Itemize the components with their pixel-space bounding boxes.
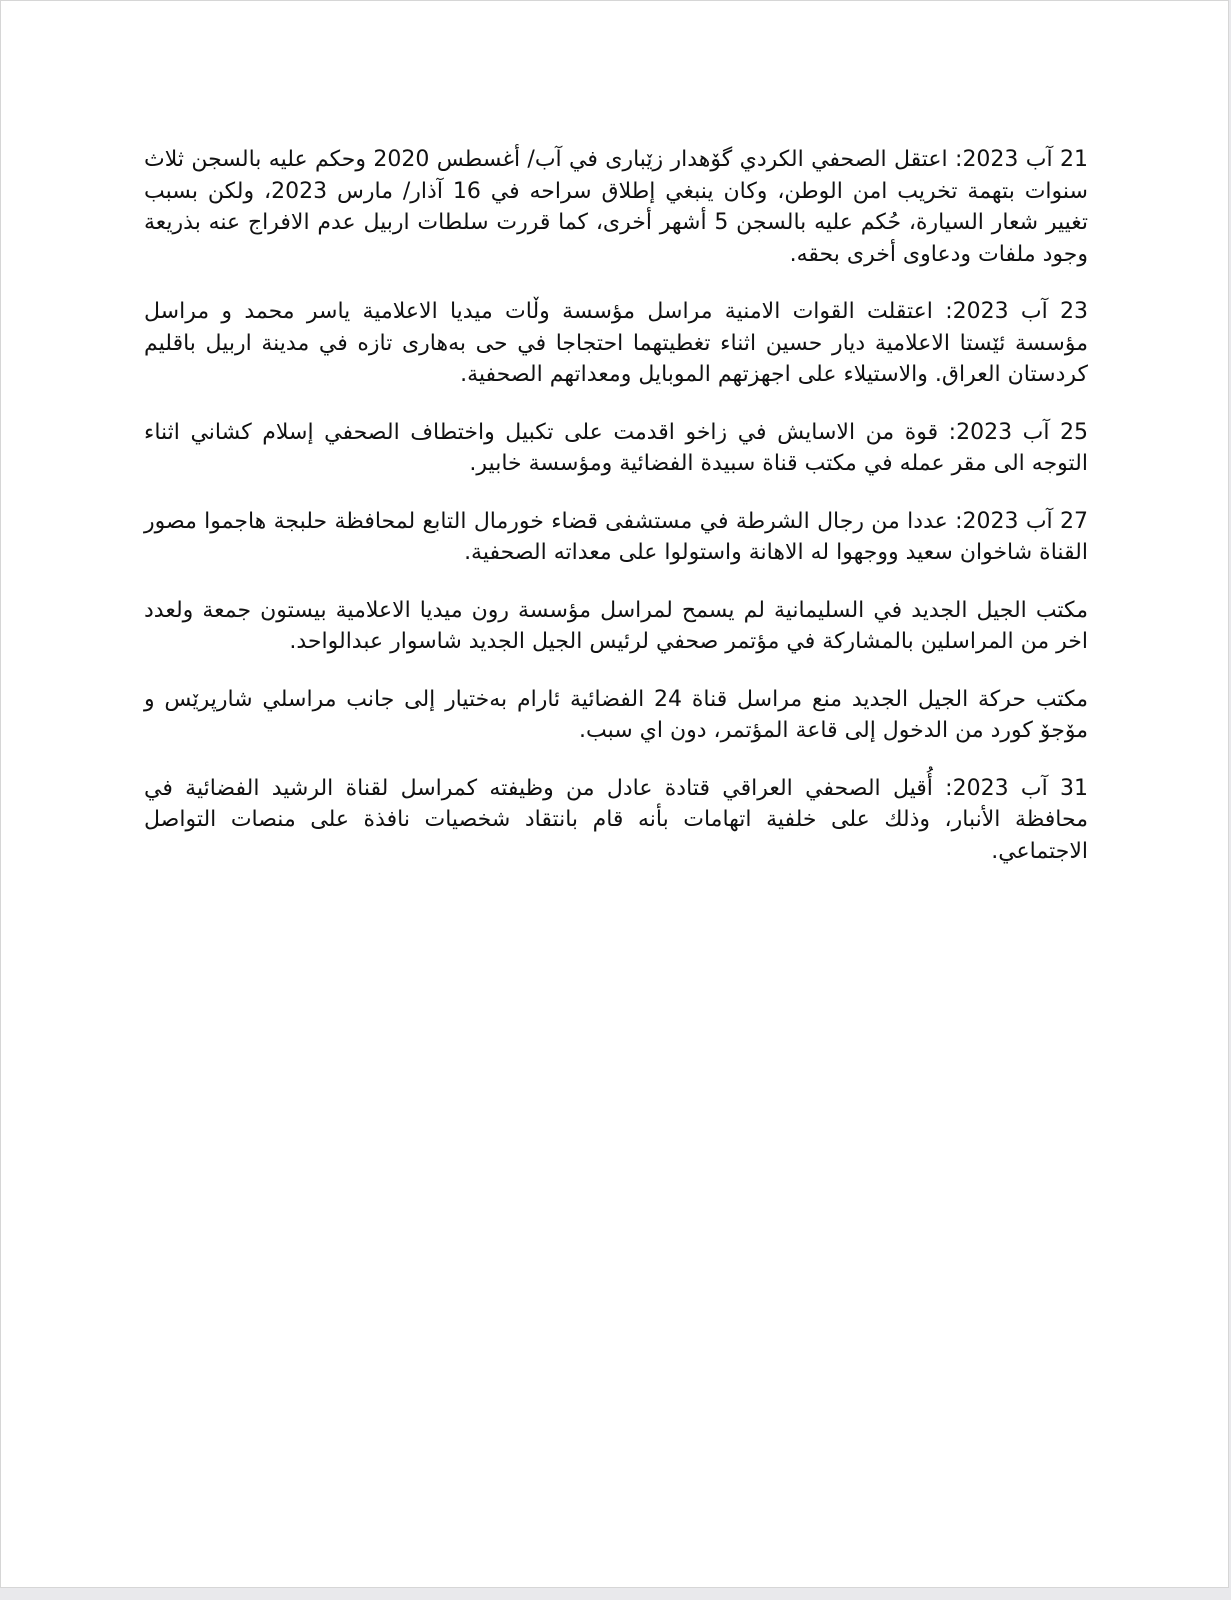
paragraph-new-generation-office: مكتب حركة الجيل الجديد منع مراسل قناة 24 الفضائية ئارام بەختيار إلى جانب مراسلي شارپرێس و مۆجۆ كورد من الدخول إلى قاعة المؤتمر، دون اي سبب. <box>144 686 1088 743</box>
paragraph-aug-25: 25 آب 2023: قوة من الاسايش في زاخو اقدمت على تكبيل واختطاف الصحفي إسلام كشاني اثناء التوجه الى مقر عمله في مكتب قناة سبيدة الفضائية ومؤسسة خابير. <box>144 419 1089 476</box>
paragraph-aug-21: 21 آب 2023: اعتقل الصحفي الكردي گۆهدار زێباری في آب/ أغسطس 2020 وحكم عليه بالسجن ثلاث سنوات بتهمة تخريب امن الوطن، وكان ينبغي إطلاق سراحه في 16 آذار/ مارس 2023، ولكن بسبب تغيير شعار السيارة، حُكم عليه بالسجن 5 أشهر أخرى، كما قررت سلطات اربيل عدم الافراج عنه بذريعة وجود ملفات ودعاوى أخرى بحقه. <box>144 147 1088 267</box>
paragraph-aug-23: 23 آب 2023: اعتقلت القوات الامنية مراسل مؤسسة وڵات ميديا الاعلامية ياسر محمد و مراسل مؤسسة ئێستا الاعلامية ديار حسين اثناء تغطيتهما احتجاجا في حی بەهاری تازە في مدينة اربيل باقليم كردستان العراق. والاستيلاء على اجهزتهم الموبايل ومعداتهم الصحفية. <box>144 299 1089 387</box>
paragraph-sulaymaniyah-office: مكتب الجيل الجديد في السليمانية لم يسمح لمراسل مؤسسة رون ميديا الاعلامية بيستون جمعة ولعدد اخر من المراسلين بالمشاركة في مؤتمر صحفي لرئيس الجيل الجديد شاسوار عبدالواحد. <box>144 597 1088 654</box>
paragraph-aug-31: 31 آب 2023: أُقيل الصحفي العراقي قتادة عادل من وظيفته كمراسل لقناة الرشيد الفضائية في محافظة الأنبار، وذلك على خلفية اتهامات بأنه قام بانتقاد شخصيات نافذة على منصات التواصل الاجتماعي. <box>144 775 1088 864</box>
paragraph-aug-27: 27 آب 2023: عددا من رجال الشرطة في مستشفى قضاء خورمال التابع لمحافظة حلبجة هاجموا مصور القناة شاخوان سعيد ووجهوا له الاهانة واستولوا على معداته الصحفية. <box>144 508 1089 565</box>
document-body <box>144 144 1088 893</box>
